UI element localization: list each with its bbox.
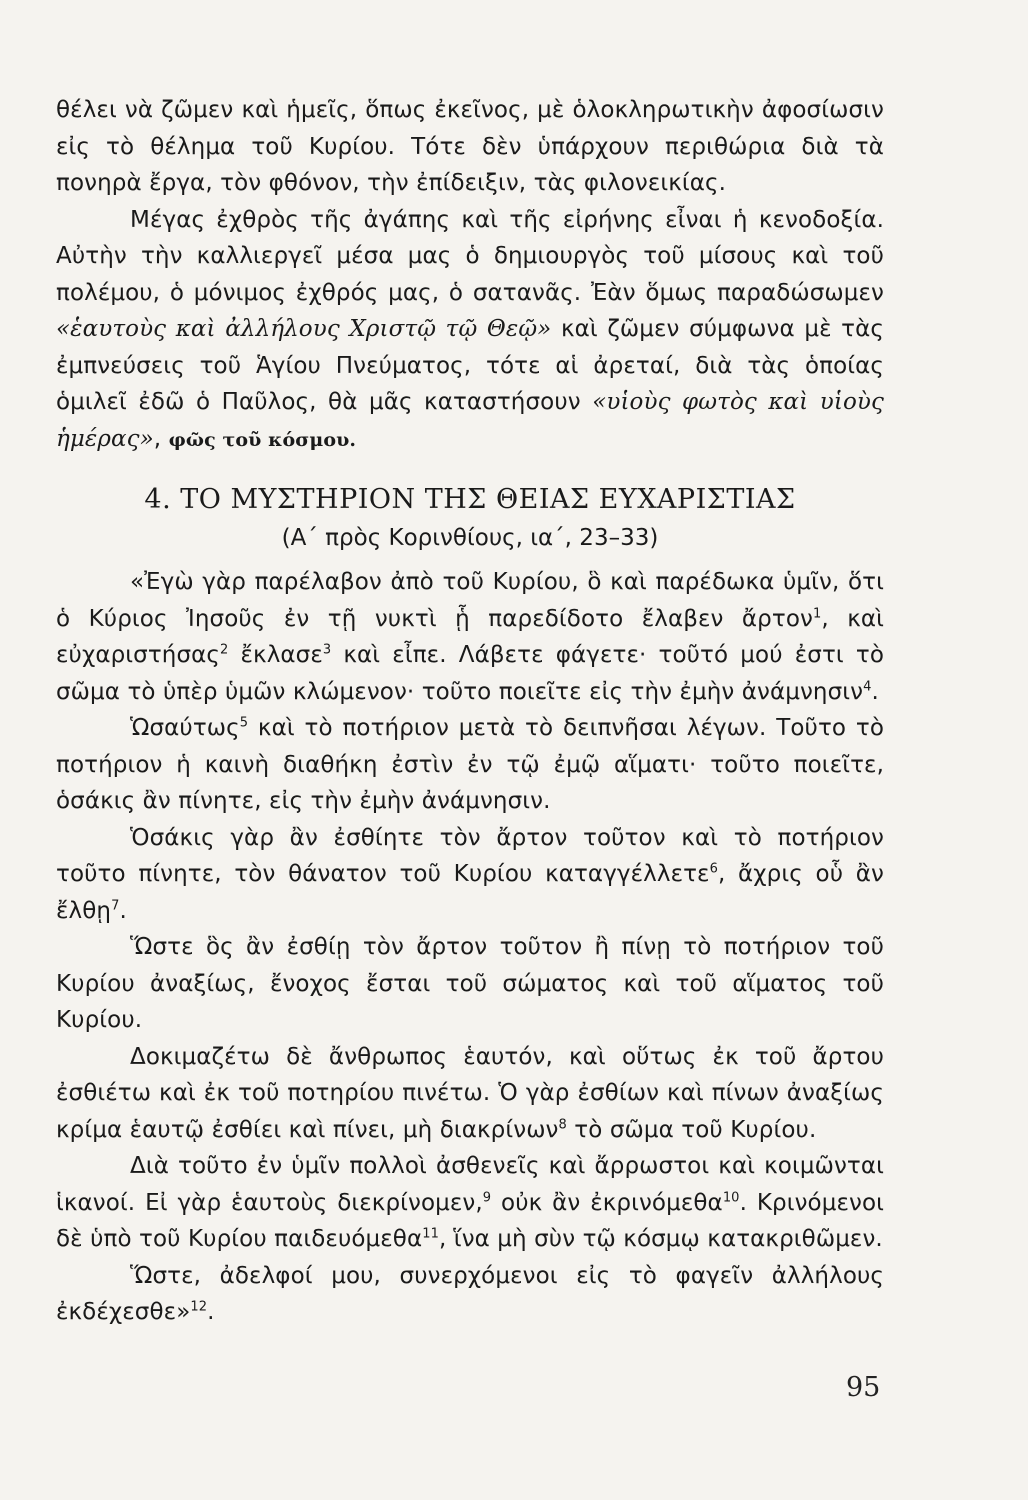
- footnote-ref: 6: [709, 861, 718, 877]
- paragraph-3-text: καὶ εἶπε. Λάβετε φάγετε· τοῦτό μού ἐστι τὸ σῶμα τὸ ὑπὲρ ὑμῶν κλώμενον· τοῦτο ποιεῖτε εἰς τὴν ἐμὴν ἀνάμνησιν: [56, 642, 885, 705]
- footnote-ref: 3: [322, 642, 332, 658]
- footnote-ref: 9: [482, 1189, 492, 1205]
- paragraph-4: [56, 710, 884, 820]
- footnote-ref: 8: [558, 1116, 567, 1132]
- footnote-ref: 7: [111, 897, 120, 913]
- section-subheading: (Α΄ πρὸς Κορινθίους, ια΄, 23–33): [281, 525, 659, 551]
- paragraph-2-text-cont: καὶ ζῶμεν σύμφωνα μὲ τὰς ἐμπνεύσεις τοῦ Ἁγίου Πνεύματος, τότε αἱ ἀρεταί, διὰ τὰς ὁποίας ὁμιλεῖ ἐδῶ ὁ Παῦλος, θὰ μᾶς καταστήσουν: [56, 316, 884, 415]
- paragraph-4-text: Ὡσαύτως: [130, 715, 240, 741]
- paragraph-1: [56, 92, 884, 202]
- section-heading: 4. ΤΟ ΜΥΣΤΗΡΙΟΝ ΤΗΣ ΘΕΙΑΣ ΕΥΧΑΡΙΣΤΙΑΣ: [144, 484, 796, 515]
- paragraph-8-text: . Κρινόμενοι δὲ ὑπὸ τοῦ Κυρίου παιδευόμεθα: [56, 1189, 884, 1252]
- paragraph-3-text: ἔκλασε: [228, 642, 323, 668]
- book-page: [56, 92, 884, 1331]
- paragraph-6: [56, 929, 884, 1039]
- paragraph-9-text: Ὥστε, ἀδελφοί μου, συνερχόμενοι εἰς τὸ φαγεῖν ἀλλήλους ἐκδέχεσθε»: [56, 1262, 884, 1325]
- page-number: 95: [846, 1372, 881, 1403]
- paragraph-8-text: , ἵνα μὴ σὺν τῷ κόσμῳ κατακριθῶμεν.: [438, 1226, 883, 1252]
- paragraph-4-text: καὶ τὸ ποτήριον μετὰ τὸ δειπνῆσαι λέγων. Τοῦτο τὸ ποτήριον ἡ καινὴ διαθήκη ἐστὶν ἐν τῷ ἐμῷ αἵματι· τοῦτο ποιεῖτε, ὁσάκις ἂν πίνητε, εἰς τὴν ἐμὴν ἀνάμνησιν.: [56, 715, 884, 814]
- paragraph-7: [56, 1039, 884, 1149]
- paragraph-8: [56, 1148, 884, 1258]
- italic-quote-1: «ἑαυτοὺς καὶ ἀλλήλους Χριστῷ τῷ Θεῷ»: [56, 316, 552, 342]
- paragraph-5: [56, 820, 884, 930]
- paragraph-8-text: Διὰ τοῦτο ἐν ὑμῖν πολλοὶ ἀσθενεῖς καὶ ἄρρωστοι καὶ κοιμῶνται ἱκανοί. Εἰ γὰρ ἑαυτοὺς διεκρίνομεν,: [56, 1153, 884, 1216]
- footnote-ref: 10: [722, 1189, 740, 1205]
- paragraph-5-text: Ὁσάκις γὰρ ἂν ἐσθίητε τὸν ἄρτον τοῦτον καὶ τὸ ποτήριον τοῦτο πίνητε, τὸν θάνατον τοῦ Κυρίου καταγγέλλετε: [56, 824, 884, 887]
- paragraph-2: [56, 202, 884, 459]
- paragraph-9-text: .: [207, 1299, 215, 1325]
- paragraph-3-text: «Ἐγὼ γὰρ παρέλαβον ἀπὸ τοῦ Κυρίου, ὃ καὶ παρέδωκα ὑμῖν, ὅτι ὁ Κύριος Ἰησοῦς ἐν τῇ νυκτὶ ᾗ παρεδίδοτο ἔλαβεν ἄρτον: [56, 569, 884, 632]
- paragraph-1-text: θέλει νὰ ζῶμεν καὶ ἡμεῖς, ὅπως ἐκεῖνος, μὲ ὁλοκληρωτικὴν ἀφοσίωσιν εἰς τὸ θέλημα τοῦ Κυρίου. Τότε δὲν ὑπάρχουν περιθώρια διὰ τὰ πονηρὰ ἔργα, τὸν φθόνον, τὴν ἐπίδειξιν, τὰς φιλονεικίας.: [56, 97, 884, 196]
- footnote-ref: 1: [812, 605, 822, 621]
- paragraph-3-text: .: [871, 678, 879, 705]
- paragraph-5-text: , ἄχρις οὗ ἂν ἔλθῃ: [56, 861, 884, 924]
- footnote-ref: 2: [220, 642, 229, 658]
- footnote-ref: 5: [239, 715, 249, 731]
- paragraph-7-text: Δοκιμαζέτω δὲ ἄνθρωπος ἑαυτόν, καὶ οὕτως ἐκ τοῦ ἄρτου ἐσθιέτω καὶ ἐκ τοῦ ποτηρίου πινέτω. Ὁ γὰρ ἐσθίων καὶ πίνων ἀναξίως κρίμα ἑαυτῷ ἐσθίει καὶ πίνει, μὴ διακρίνων: [56, 1043, 884, 1143]
- paragraph-5-text: .: [119, 897, 127, 924]
- paragraph-3: [56, 564, 884, 710]
- paragraph-3-text: , καὶ εὐχαριστήσας: [56, 605, 884, 668]
- footnote-ref: 11: [422, 1226, 439, 1242]
- footnote-ref: 4: [863, 678, 872, 694]
- paragraph-6-text: Ὥστε ὃς ἂν ἐσθίῃ τὸν ἄρτον τοῦτον ἢ πίνῃ τὸ ποτήριον τοῦ Κυρίου ἀναξίως, ἔνοχος ἔσται τοῦ σώματος καὶ τοῦ αἵματος τοῦ Κυρίου.: [56, 934, 884, 1033]
- footnote-ref: 12: [190, 1299, 208, 1315]
- punctuation: ,: [153, 425, 169, 452]
- paragraph-8-text: οὐκ ἂν ἐκρινόμεθα: [491, 1189, 723, 1216]
- paragraph-9: [56, 1258, 884, 1331]
- italic-quote-2: «υἱοὺς φωτὸς καὶ υἱοὺς ἡμέρας»: [56, 389, 884, 452]
- paragraph-7-text: τὸ σῶμα τοῦ Κυρίου.: [566, 1116, 817, 1143]
- paragraph-2-text: Μέγας ἐχθρὸς τῆς ἀγάπης καὶ τῆς εἰρήνης εἶναι ἡ κενοδοξία. Αὐτὴν τὴν καλλιεργεῖ μέσα μας ὁ δημιουργὸς τοῦ μίσους καὶ τοῦ πολέμου, ὁ μόνιμος ἐχθρός μας, ὁ σατανᾶς. Ἐὰν ὅμως παραδώσωμεν: [56, 206, 884, 306]
- bold-phrase: φῶς τοῦ κόσμου.: [168, 428, 357, 451]
